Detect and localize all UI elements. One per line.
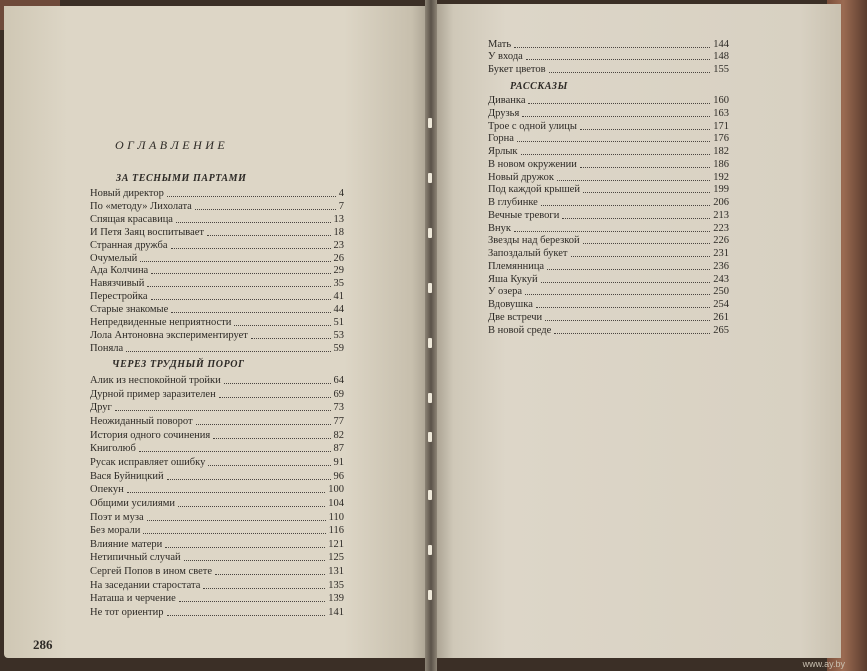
dot-leader <box>525 293 710 295</box>
toc-entry <box>90 343 344 355</box>
dot-leader <box>517 140 710 142</box>
toc-title: ОГЛАВЛЕНИЕ <box>115 138 229 152</box>
toc-entry-page: 18 <box>333 226 344 238</box>
toc-entry <box>488 261 729 273</box>
toc-entry-title: Навязчивый <box>90 278 145 290</box>
toc-entry-title: Без морали <box>90 525 141 537</box>
toc-entry-title: Звезды над березкой <box>488 235 580 247</box>
toc-entry <box>90 580 344 592</box>
toc-entry <box>488 210 729 222</box>
toc-entry <box>90 498 344 510</box>
toc-entry-page: 4 <box>338 188 344 199</box>
toc-entry <box>90 240 344 252</box>
dot-leader <box>176 221 331 223</box>
toc-entry-page: 13 <box>333 213 344 225</box>
dot-leader <box>167 195 336 197</box>
toc-entry-page: 44 <box>333 304 344 316</box>
toc-entry <box>488 299 729 311</box>
dot-leader <box>580 166 710 168</box>
toc-entry-page: 59 <box>333 342 344 354</box>
toc-entry-page: 144 <box>713 39 729 50</box>
toc-entry-title: У озера <box>488 286 523 298</box>
toc-entry <box>90 227 344 239</box>
toc-entry <box>488 95 729 107</box>
binding-stitch <box>428 590 432 600</box>
binding-stitch <box>428 393 432 403</box>
toc-entry-page: 176 <box>713 133 729 145</box>
toc-entry-title: Вечные тревоги <box>488 209 560 221</box>
dot-leader <box>184 559 326 561</box>
dot-leader <box>545 319 710 321</box>
toc-entry-title: В новом окружении <box>488 158 577 170</box>
dot-leader <box>580 128 710 130</box>
toc-entry-page: 213 <box>713 209 729 221</box>
dot-leader <box>219 396 331 398</box>
dot-leader <box>196 423 331 425</box>
toc-entry-title: Вдовушка <box>488 299 533 310</box>
section-title-cherez-trudnyi-porog: ЧЕРЕЗ ТРУДНЫЙ ПОРОГ <box>112 359 245 370</box>
dot-leader <box>522 115 710 117</box>
dot-leader <box>143 532 325 534</box>
dot-leader <box>165 546 325 548</box>
dot-leader <box>557 179 710 181</box>
toc-entry-page: 231 <box>713 248 729 259</box>
toc-entry-title: Старые знакомые <box>90 304 169 316</box>
toc-entry-title: Нетипичный случай <box>90 552 181 564</box>
toc-entry-page: 148 <box>713 51 729 63</box>
dot-leader <box>151 272 330 274</box>
toc-entry <box>488 159 729 171</box>
binding-stitch <box>428 545 432 555</box>
toc-entry <box>488 172 729 184</box>
toc-entry-title: Русак исправляет ошибку <box>90 456 206 468</box>
toc-entry-page: 77 <box>333 415 344 427</box>
toc-entry-title: Алик из неспокойной тройки <box>90 375 221 386</box>
toc-entry-title: Новый директор <box>90 188 164 199</box>
toc-entry-page: 100 <box>328 484 344 496</box>
toc-entry <box>90 375 344 387</box>
toc-entry-page: 261 <box>713 311 729 323</box>
dot-leader <box>126 350 330 352</box>
toc-entry <box>90 566 344 578</box>
toc-entry-title: На заседании старостата <box>90 579 201 591</box>
toc-entry-title: Опекун <box>90 484 124 496</box>
toc-entry-page: 23 <box>333 239 344 251</box>
toc-entry-page: 182 <box>713 146 729 157</box>
dot-leader <box>167 478 331 480</box>
toc-entry <box>90 512 344 524</box>
binding-stitch <box>428 118 432 128</box>
dot-leader <box>215 573 325 575</box>
toc-entry <box>488 197 729 209</box>
toc-entry-title: Новый дружок <box>488 171 554 183</box>
toc-entry-page: 186 <box>713 158 729 170</box>
dot-leader <box>213 437 330 439</box>
dot-leader <box>562 217 710 219</box>
binding-stitch <box>428 432 432 442</box>
dot-leader <box>549 71 711 73</box>
toc-entry <box>488 121 729 133</box>
toc-entry-title: Спящая красавица <box>90 213 173 225</box>
toc-entry-page: 155 <box>713 63 729 75</box>
dot-leader <box>147 285 330 287</box>
toc-entry <box>90 443 344 455</box>
toc-entry <box>90 416 344 428</box>
toc-entry-title: Друг <box>90 402 112 414</box>
toc-entry <box>90 201 344 213</box>
toc-entry-page: 116 <box>328 525 344 537</box>
dot-leader <box>167 614 326 616</box>
toc-entry <box>488 64 729 76</box>
toc-entry-page: 82 <box>333 429 344 441</box>
toc-entry-title: Наташа и черчение <box>90 593 176 605</box>
toc-entry-title: Горна <box>488 133 514 145</box>
dot-leader <box>234 324 330 326</box>
toc-entry-page: 7 <box>338 200 344 212</box>
toc-entry-title: Неожиданный поворот <box>90 415 193 427</box>
toc-entry-title: Поняла <box>90 342 124 354</box>
dot-leader <box>541 281 711 283</box>
toc-entry-page: 135 <box>328 579 344 591</box>
toc-entry-title: Дурной пример заразителен <box>90 388 216 400</box>
toc-entry-page: 53 <box>333 329 344 341</box>
dot-leader <box>127 491 326 493</box>
toc-entry-title: Странная дружба <box>90 239 168 251</box>
dot-leader <box>147 519 326 521</box>
toc-entry <box>488 235 729 247</box>
page-number: 286 <box>33 637 53 652</box>
toc-entry-page: 192 <box>713 171 729 183</box>
toc-entry-page: 96 <box>333 470 344 482</box>
toc-entry-page: 160 <box>713 95 729 106</box>
toc-entry-title: Яша Кукуй <box>488 273 538 285</box>
toc-entry <box>90 525 344 537</box>
toc-entry-page: 125 <box>328 552 344 564</box>
binding-stitch <box>428 173 432 183</box>
toc-entry-title: И Петя Заяц воспитывает <box>90 226 205 238</box>
dot-leader <box>178 505 325 507</box>
toc-entry-title: Две встречи <box>488 311 543 323</box>
toc-entry <box>488 223 729 235</box>
dot-leader <box>526 58 710 60</box>
toc-entry-title: Сергей Попов в ином свете <box>90 566 213 578</box>
toc-entry-title: По «методу» Лихолата <box>90 200 192 212</box>
toc-entry-title: Поэт и муза <box>90 511 144 523</box>
dot-leader <box>521 153 711 155</box>
toc-entry <box>90 304 344 316</box>
toc-entry <box>90 484 344 496</box>
toc-entry-title: Перестройка <box>90 291 148 303</box>
toc-entry <box>90 402 344 414</box>
dot-leader <box>203 587 325 589</box>
toc-entry-page: 223 <box>713 222 729 234</box>
toc-entry-title: В глубинке <box>488 197 538 208</box>
toc-entry-page: 91 <box>333 456 344 468</box>
dot-leader <box>151 298 331 300</box>
toc-entry <box>488 325 729 337</box>
toc-entry <box>488 184 729 196</box>
toc-entry <box>90 552 344 564</box>
toc-entry <box>90 389 344 401</box>
toc-entry-title: Трое с одной улицы <box>488 120 577 132</box>
toc-entry-title: Под каждой крышей <box>488 184 580 196</box>
toc-entry-title: Запоздалый букет <box>488 248 568 259</box>
toc-entry <box>90 291 344 303</box>
binding-stitch <box>428 283 432 293</box>
toc-entry-page: 254 <box>713 299 729 310</box>
binding-stitch <box>428 338 432 348</box>
toc-entry <box>488 274 729 286</box>
dot-leader <box>171 247 331 249</box>
toc-entry-title: Непредвиденные неприятности <box>90 317 232 328</box>
dot-leader <box>208 464 330 466</box>
toc-entry <box>90 188 344 200</box>
toc-entry-page: 139 <box>328 593 344 605</box>
toc-entry-title: Очумелый <box>90 252 138 264</box>
dot-leader <box>554 332 710 334</box>
dot-leader <box>583 191 710 193</box>
toc-entry <box>90 214 344 226</box>
toc-entry-page: 26 <box>333 252 344 264</box>
toc-entry <box>488 312 729 324</box>
toc-entry-page: 51 <box>333 317 344 328</box>
toc-entry-title: Диванка <box>488 95 526 106</box>
toc-entry <box>488 39 729 51</box>
toc-entry-title: У входа <box>488 51 523 63</box>
toc-entry-page: 29 <box>333 265 344 277</box>
toc-entry-page: 206 <box>713 197 729 208</box>
toc-entry-page: 163 <box>713 107 729 119</box>
toc-entry-page: 64 <box>333 375 344 386</box>
toc-entry <box>488 248 729 260</box>
dot-leader <box>541 204 710 206</box>
toc-entry-page: 243 <box>713 273 729 285</box>
dot-leader <box>139 450 331 452</box>
toc-entry <box>488 286 729 298</box>
toc-entry-page: 131 <box>328 566 344 578</box>
toc-entry-title: Общими усилиями <box>90 497 175 509</box>
toc-entry <box>90 253 344 265</box>
toc-entry-page: 250 <box>713 286 729 298</box>
section-title-za-tesnymi-partami: ЗА ТЕСНЫМИ ПАРТАМИ <box>116 173 247 184</box>
toc-entry-page: 69 <box>333 388 344 400</box>
toc-entry <box>90 457 344 469</box>
toc-entry-title: Ада Колчина <box>90 265 149 277</box>
toc-entry-page: 226 <box>713 235 729 247</box>
watermark: www.ay.by <box>802 659 845 669</box>
toc-entry-page: 110 <box>328 511 344 523</box>
toc-entry-page: 35 <box>333 278 344 290</box>
toc-entry-page: 141 <box>328 607 344 619</box>
binding-stitch <box>428 490 432 500</box>
toc-entry-title: В новой среде <box>488 324 552 336</box>
toc-entry-title: Друзья <box>488 107 520 119</box>
toc-entry-title: Лола Антоновна экспериментирует <box>90 329 248 341</box>
toc-entry <box>488 51 729 63</box>
dot-leader <box>547 268 710 270</box>
book-gutter <box>425 0 437 671</box>
toc-entry-title: История одного сочинения <box>90 429 211 441</box>
dot-leader <box>179 600 326 602</box>
dot-leader <box>251 337 331 339</box>
dot-leader <box>571 255 711 257</box>
toc-entry-title: Мать <box>488 39 512 50</box>
toc-entry <box>90 330 344 342</box>
toc-entry <box>90 265 344 277</box>
toc-entry-title: Вася Буйницкий <box>90 470 164 482</box>
toc-entry <box>90 539 344 551</box>
dot-leader <box>514 46 710 48</box>
toc-entry <box>90 278 344 290</box>
toc-entry-title: Не тот ориентир <box>90 607 164 619</box>
toc-entry-page: 41 <box>333 291 344 303</box>
dot-leader <box>140 260 330 262</box>
section-title-rasskazy: РАССКАЗЫ <box>510 81 568 92</box>
toc-entry-title: Букет цветов <box>488 63 546 75</box>
dot-leader <box>171 311 330 313</box>
dot-leader <box>207 234 330 236</box>
toc-entry-title: Книголюб <box>90 443 136 455</box>
dot-leader <box>224 382 331 384</box>
toc-entry <box>488 108 729 120</box>
binding-stitch <box>428 228 432 238</box>
toc-entry-page: 104 <box>328 497 344 509</box>
toc-entry <box>488 146 729 158</box>
dot-leader <box>536 306 710 308</box>
toc-entry-page: 236 <box>713 260 729 272</box>
toc-entry-page: 87 <box>333 443 344 455</box>
dot-leader <box>528 102 710 104</box>
toc-entry <box>90 607 344 619</box>
toc-entry-page: 171 <box>713 120 729 132</box>
dot-leader <box>115 409 331 411</box>
toc-entry-page: 121 <box>328 538 344 550</box>
toc-entry-title: Влияние матери <box>90 538 163 550</box>
dot-leader <box>514 230 710 232</box>
toc-entry <box>90 430 344 442</box>
toc-entry <box>90 471 344 483</box>
toc-entry-title: Ярлык <box>488 146 518 157</box>
toc-entry-page: 199 <box>713 184 729 196</box>
toc-entry <box>90 317 344 329</box>
toc-entry-title: Племянница <box>488 260 545 272</box>
toc-entry <box>90 593 344 605</box>
toc-entry <box>488 133 729 145</box>
toc-entry-title: Внук <box>488 222 511 234</box>
dot-leader <box>583 242 711 244</box>
toc-entry-page: 73 <box>333 402 344 414</box>
dot-leader <box>195 208 336 210</box>
toc-entry-page: 265 <box>713 324 729 336</box>
